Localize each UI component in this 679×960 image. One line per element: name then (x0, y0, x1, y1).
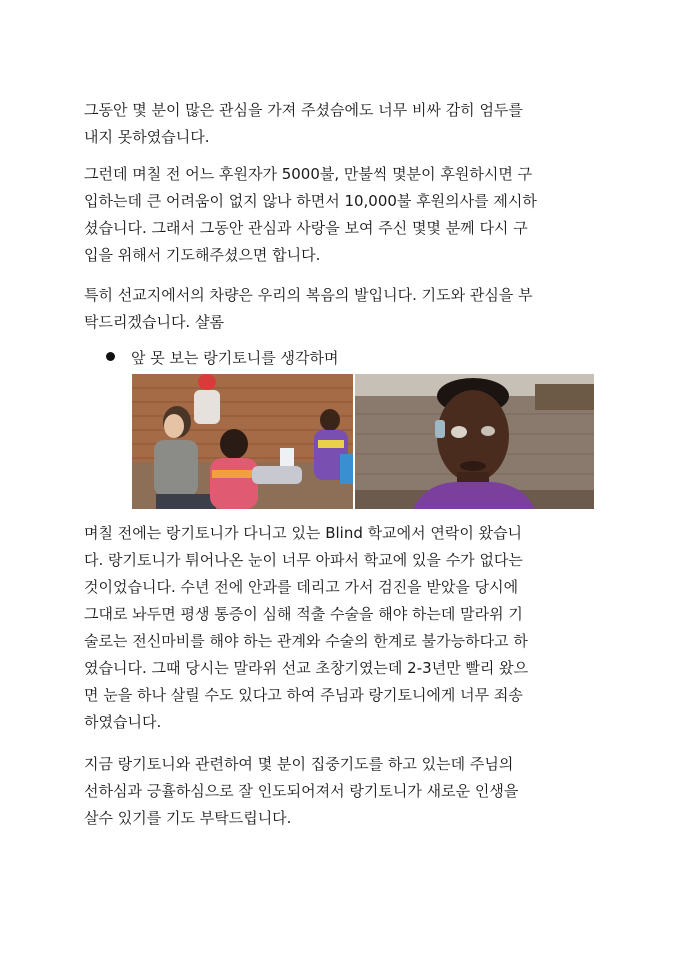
young-man-portrait-photo (355, 374, 594, 509)
text-line: 내지 못하였습니다. (84, 128, 210, 146)
text-line: 면 눈을 하나 살릴 수도 있다고 하여 주님과 랑기토니에게 너무 죄송 (84, 686, 523, 704)
bullet-heading (106, 346, 338, 370)
text-line: 였습니다. 그때 당시는 말라위 선교 초창기였는데 2-3년만 빨리 왔으 (84, 659, 529, 677)
text-line: 그동안 몇 분이 많은 관심을 가져 주셨슴에도 너무 비싸 감히 엄두를 (84, 101, 523, 119)
text-line: 며칠 전에는 랑기토니가 다니고 있는 Blind 학교에서 연락이 왔습니 (84, 524, 523, 542)
text-line: 것이었습니다. 수년 전에 안과를 데리고 가서 검진을 받았을 당시에 (84, 578, 519, 596)
text-line: 입을 위해서 기도해주셨으면 합니다. (84, 246, 321, 264)
text-line: 입하는데 큰 어려움이 없지 않나 하면서 10,000불 후원의사를 제시하 (84, 192, 537, 210)
text-line: 그런데 며칠 전 어느 후원자가 5000불, 만불씩 몇분이 후원하시면 구 (84, 165, 533, 183)
text-line: 그대로 놔두면 평생 통증이 심해 적출 수술을 해야 하는데 말라위 기 (84, 605, 523, 623)
paragraph-story (84, 520, 596, 736)
text-line: 살수 있기를 기도 부탁드립니다. (84, 809, 292, 827)
group-of-people-photo (132, 374, 353, 509)
paragraph-donation (84, 161, 596, 269)
text-line: 탁드리겠습니다. 샬롬 (84, 313, 224, 331)
bullet-text: 앞 못 보는 랑기토니를 생각하며 (131, 349, 339, 367)
text-line: 셨습니다. 그래서 그동안 관심과 사랑을 보여 주신 몇몇 분께 다시 구 (84, 219, 528, 237)
paragraph-vehicle (84, 282, 596, 336)
paragraph-prayer-request (84, 751, 596, 832)
text-line: 선하심과 긍휼하심으로 잘 인도되어져서 랑기토니가 새로운 인생을 (84, 782, 519, 800)
text-line: 지금 랑기토니와 관련하여 몇 분이 집중기도를 하고 있는데 주님의 (84, 755, 514, 773)
text-line: 술로는 전신마비를 해야 하는 관계와 수술의 한계로 불가능하다고 하 (84, 632, 528, 650)
text-line: 다. 랑기토니가 튀어나온 눈이 너무 아파서 학교에 있을 수가 없다는 (84, 551, 523, 569)
bullet-dot-icon (106, 352, 115, 361)
paragraph-intro (84, 97, 596, 151)
text-line: 하였습니다. (84, 713, 162, 731)
text-line: 특히 선교지에서의 차량은 우리의 복음의 발입니다. 기도와 관심을 부 (84, 286, 533, 304)
